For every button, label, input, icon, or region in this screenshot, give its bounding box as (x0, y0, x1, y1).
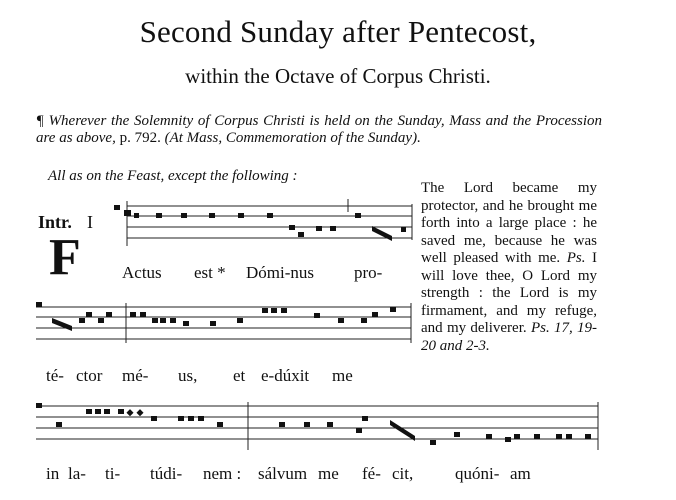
introit-mode: I (87, 212, 93, 232)
lyric-word: e-dúxit (261, 366, 310, 385)
lyric-word: Dómi-nus (246, 263, 314, 282)
lyric-word: té- (46, 366, 64, 385)
lyric-word: quóni- (455, 464, 500, 483)
paragraph-mark: ¶ (36, 113, 44, 129)
introit-label: Intr. (38, 212, 72, 232)
lyric-word: cit, (392, 464, 414, 483)
lyric-word: Actus (122, 263, 162, 282)
lyric-word: ti- (105, 464, 121, 483)
lyric-word: me (332, 366, 353, 385)
staff-2 (36, 303, 411, 343)
translation-text: The Lord became my protector, and he brought me forth into a large place : he saved me, because he was well pleased with me. (421, 180, 597, 266)
lyric-word: sálvum (258, 464, 308, 483)
lyric-word: nem : (203, 464, 242, 483)
staff-1 (127, 199, 412, 246)
introit-initial: F (49, 229, 81, 286)
lyric-word: in (46, 464, 60, 483)
lyric-word: mé- (122, 366, 149, 385)
lyric-word: pro- (354, 263, 383, 282)
staff-1-notes (114, 205, 406, 241)
lyric-word: us, (178, 366, 198, 385)
lyric-word: est * (194, 263, 226, 282)
psalm-label: Ps. (530, 320, 550, 336)
rubric-page-ref: p. 792. (119, 130, 161, 146)
lyric-word: túdi- (150, 464, 183, 483)
page-subtitle: within the Octave of Corpus Christi. (185, 64, 491, 88)
lyric-word: ctor (76, 366, 103, 385)
lyric-word: fé- (362, 464, 381, 483)
page-title: Second Sunday after Pentecost, (139, 14, 537, 49)
lyric-word: am (510, 464, 531, 483)
rubric-text: Wherever the Solemnity of Corpus Christi is held on the Sunday, Mass and the Procession are as above, (36, 113, 602, 146)
lyric-word: et (233, 366, 246, 385)
rubric-all-as: All as on the Feast, except the following : (48, 168, 298, 184)
lyric-word: me (318, 464, 339, 483)
rubric-commemoration: (At Mass, Commemoration of the Sunday). (164, 130, 421, 146)
psalm-text: I will love thee, O Lord my strength : the Lord is my firmament, and my refuge, and my deliverer. (421, 250, 598, 336)
lyric-word: la- (68, 464, 86, 483)
psalm-reference: 17, 19-20 and 2-3. (421, 320, 598, 354)
psalm-label: Ps. (566, 250, 586, 266)
